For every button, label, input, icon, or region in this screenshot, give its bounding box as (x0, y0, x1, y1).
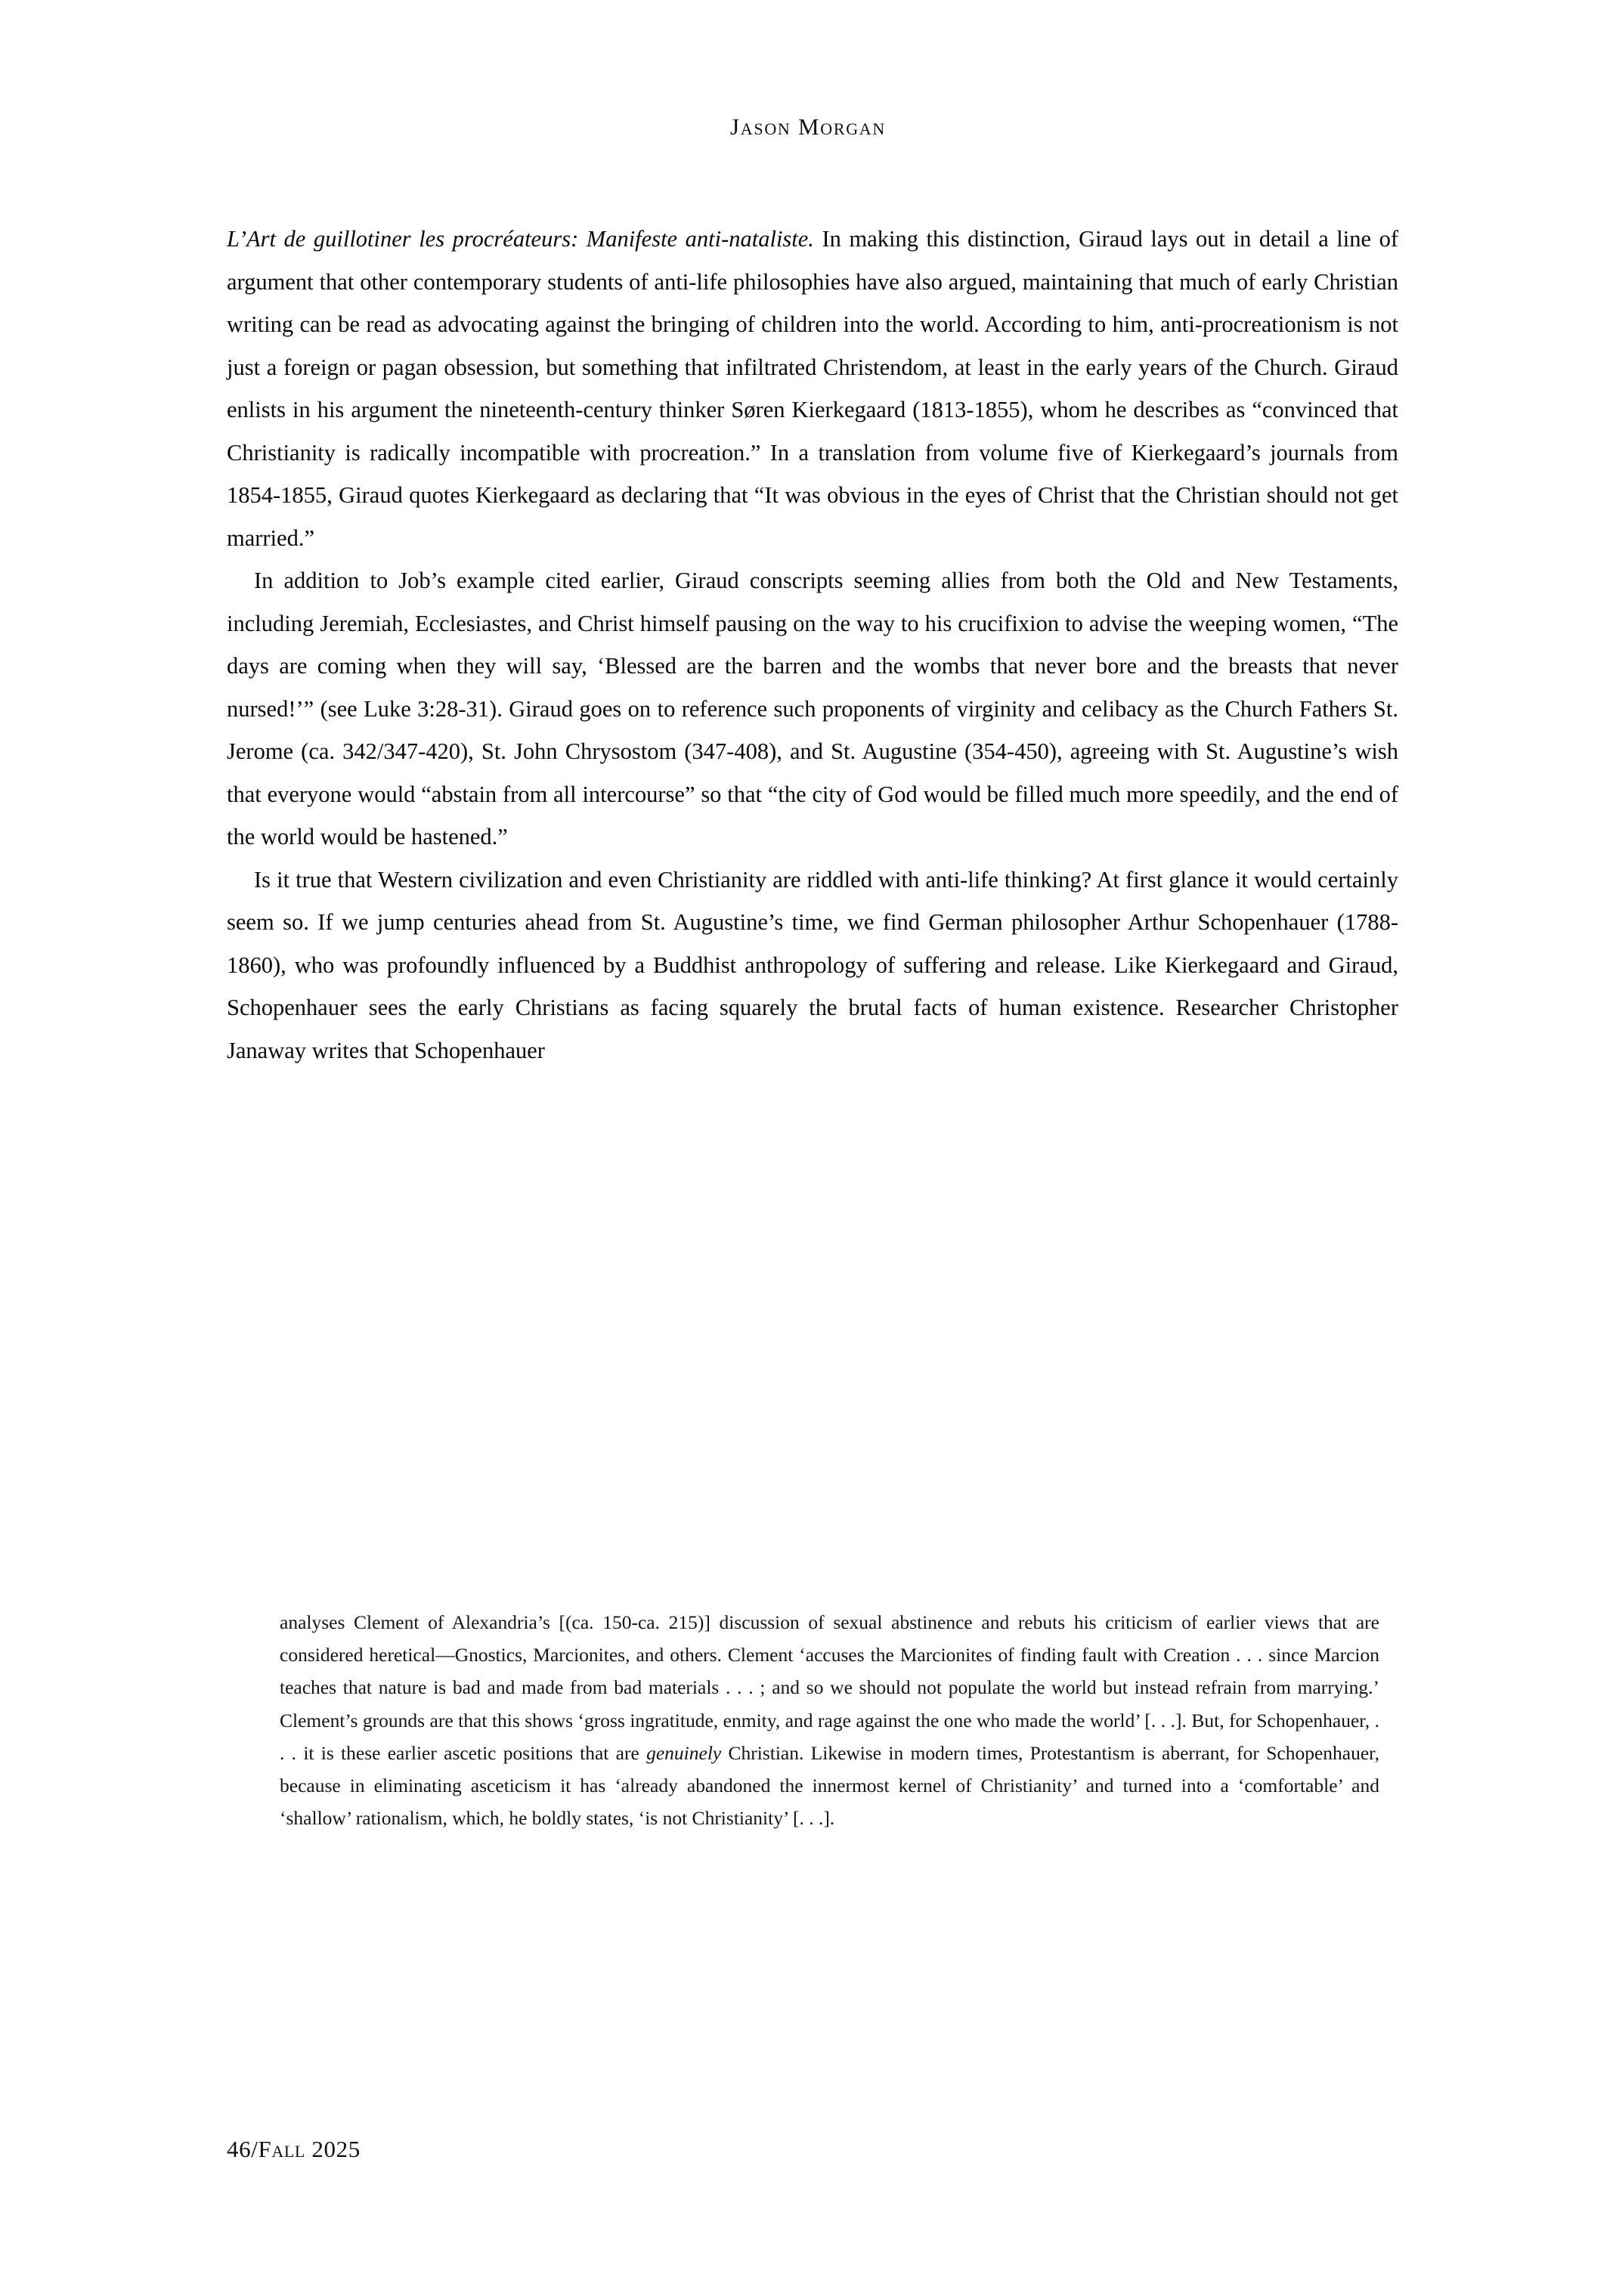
paragraph-giraud-distinction (227, 218, 1398, 559)
quote-segment-3: Christian. Likewise in modern times, Protestantism is aberrant, for Schopenhauer, because in eliminating asceticism it has ‘already abandoned the innermost kernel of Christianity’ and turned into a ‘comfortable’ and ‘shallow’ rationalism, which, he boldly states, ‘is not Christianity’ [. . .]. (280, 1741, 1380, 1830)
paragraph-job-allies: In addition to Job’s example cited earlier, Giraud conscripts seeming allies from both the Old and New Testaments, including Jeremiah, Ecclesiastes, and Christ himself pausing on the way to his crucifixion to advise the weeping women, “The days are coming when they will say, ‘Blessed are the barren and the wombs that never bore and the breasts that never nursed!’” (see Luke 3:28-31). Giraud goes on to reference such proponents of virginity and celibacy as the Church Fathers St. Jerome (ca. 342/347-420), St. John Chrysostom (347-408), and St. Augustine (354-450), agreeing with St. Augustine’s wish that everyone would “abstain from all intercourse” so that “the city of God would be filled much more speedily, and the end of the world would be hastened.” (227, 568, 1398, 849)
running-head: Jason Morgan (730, 113, 886, 140)
folio-issue-label: Fall 2025 (258, 2136, 361, 2162)
book-title-italic: L’Art de guillotiner les procréateurs: Manifeste anti-nataliste. (227, 226, 814, 252)
quote-emphasis-genuinely: genuinely (646, 1741, 722, 1764)
block-quotation (280, 1606, 1379, 1834)
folio-page-number: 46/ (227, 2136, 258, 2162)
paragraph-giraud-distinction-text: In making this distinction, Giraud lays out in detail a line of argument that other contemporary students of anti-life philosophies have also argued, maintaining that much of early Christian writing can be read as advocating against the bringing of children into the world. According to him, anti-procreationism is not just a foreign or pagan obsession, but something that infiltrated Christendom, at least in the early years of the Church. Giraud enlists in his argument the nineteenth-century thinker Søren Kierkegaard (1813-1855), whom he describes as “convinced that Christianity is radically incompatible with procreation.” In a translation from volume five of Kierkegaard’s journals from 1854-1855, Giraud quotes Kierkegaard as declaring that “It was obvious in the eyes of Christ that the Christian should not get married.” (227, 226, 1398, 551)
page-folio (227, 2136, 361, 2163)
paragraph-western-civilization: Is it true that Western civilization and even Christianity are riddled with anti-life thinking? At first glance it would certainly seem so. If we jump centuries ahead from St. Augustine’s time, we find German philosopher Arthur Schopenhauer (1788-1860), who was profoundly influenced by a Buddhist anthropology of suffering and release. Like Kierkegaard and Giraud, Schopenhauer sees the early Christians as facing squarely the brutal facts of human existence. Researcher Christopher Janaway writes that Schopenhauer (227, 866, 1398, 1063)
quote-segment-1: analyses Clement of Alexandria’s [(ca. 150-ca. 215)] discussion of sexual abstinence and rebuts his criticism of earlier views that are considered heretical—Gnostics, Marcionites, and others. Clement ‘accuses the Marcionites of finding fault with Creation . . . since Marcion teaches that nature is bad and made from bad materials . . . ; and so we should not populate the world but instead refrain from marrying.’ Clement’s grounds are that this shows ‘gross ingratitude, enmity, and rage against the one who made the world’ [. . .]. But, for Schopenhauer, . . . it is these earlier ascetic positions that are (280, 1611, 1379, 1764)
body-text-column (227, 218, 1398, 1072)
block-quotation-text (280, 1606, 1379, 1834)
